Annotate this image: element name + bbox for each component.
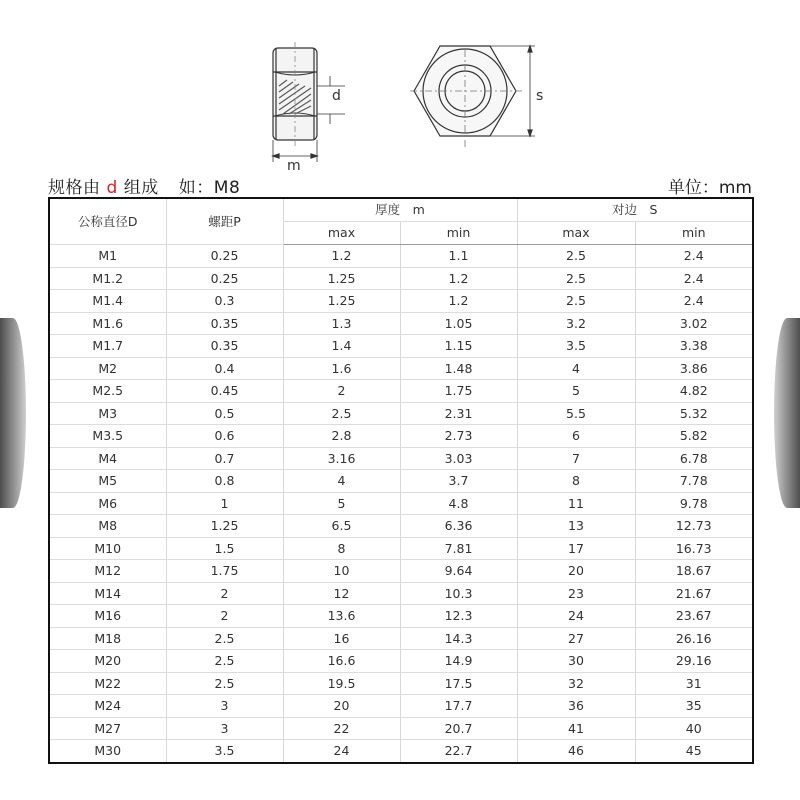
cell-pitch: 0.25 — [166, 267, 283, 290]
cell-thickness-max: 1.2 — [283, 245, 400, 268]
cell-flats-max: 27 — [517, 627, 635, 650]
cell-thickness-max: 2.5 — [283, 402, 400, 425]
cell-flats-max: 4 — [517, 357, 635, 380]
cell-diameter: M12 — [49, 560, 166, 583]
table-row — [49, 357, 753, 380]
cell-pitch: 0.4 — [166, 357, 283, 380]
table-row — [49, 740, 753, 763]
cell-thickness-min: 20.7 — [400, 717, 517, 740]
cell-flats-max: 13 — [517, 515, 635, 538]
cell-thickness-min: 1.2 — [400, 290, 517, 313]
cell-flats-max: 3.2 — [517, 312, 635, 335]
cell-thickness-min: 22.7 — [400, 740, 517, 763]
cell-flats-min: 40 — [635, 717, 753, 740]
cell-diameter: M3.5 — [49, 425, 166, 448]
cell-thickness-min: 3.7 — [400, 470, 517, 493]
cell-flats-max: 36 — [517, 695, 635, 718]
cell-flats-max: 2.5 — [517, 290, 635, 313]
cell-pitch: 1.25 — [166, 515, 283, 538]
spec-format-note — [48, 173, 240, 198]
header-flats-min: min — [635, 222, 753, 245]
table-row — [49, 627, 753, 650]
cell-flats-min: 2.4 — [635, 245, 753, 268]
table-row — [49, 380, 753, 403]
cell-flats-min: 2.4 — [635, 290, 753, 313]
cell-flats-min: 5.82 — [635, 425, 753, 448]
cell-pitch: 0.35 — [166, 335, 283, 358]
cell-flats-min: 35 — [635, 695, 753, 718]
cell-flats-max: 32 — [517, 672, 635, 695]
cell-thickness-max: 2 — [283, 380, 400, 403]
cell-pitch: 2.5 — [166, 627, 283, 650]
cell-flats-max: 41 — [517, 717, 635, 740]
cell-diameter: M27 — [49, 717, 166, 740]
cell-diameter: M24 — [49, 695, 166, 718]
cell-pitch: 2 — [166, 605, 283, 628]
nut-top-view — [410, 46, 535, 150]
cell-flats-min: 3.02 — [635, 312, 753, 335]
table-row — [49, 582, 753, 605]
cell-pitch: 0.7 — [166, 447, 283, 470]
cell-flats-max: 11 — [517, 492, 635, 515]
spec-example: 如：M8 — [178, 178, 241, 198]
table-row — [49, 402, 753, 425]
table-row — [49, 267, 753, 290]
cell-thickness-max: 8 — [283, 537, 400, 560]
cell-pitch: 0.5 — [166, 402, 283, 425]
cell-pitch: 0.45 — [166, 380, 283, 403]
cell-pitch: 0.35 — [166, 312, 283, 335]
cell-thickness-max: 3.16 — [283, 447, 400, 470]
cell-thickness-min: 6.36 — [400, 515, 517, 538]
cell-thickness-min: 12.3 — [400, 605, 517, 628]
cell-diameter: M1.4 — [49, 290, 166, 313]
cell-flats-max: 20 — [517, 560, 635, 583]
cell-thickness-min: 9.64 — [400, 560, 517, 583]
cell-flats-min: 4.82 — [635, 380, 753, 403]
unit-label: 单位：mm — [667, 178, 752, 198]
cell-thickness-min: 1.48 — [400, 357, 517, 380]
table-row — [49, 425, 753, 448]
cell-thickness-min: 1.2 — [400, 267, 517, 290]
cell-pitch: 1.75 — [166, 560, 283, 583]
table-row — [49, 335, 753, 358]
cell-diameter: M6 — [49, 492, 166, 515]
cell-flats-min: 3.38 — [635, 335, 753, 358]
cell-thickness-max: 1.4 — [283, 335, 400, 358]
cell-diameter: M2.5 — [49, 380, 166, 403]
cell-flats-min: 21.67 — [635, 582, 753, 605]
cell-diameter: M3 — [49, 402, 166, 425]
spec-highlight: d — [106, 178, 118, 198]
cell-flats-max: 46 — [517, 740, 635, 763]
header-diameter: 公称直径D — [49, 198, 166, 245]
cell-thickness-max: 12 — [283, 582, 400, 605]
cell-flats-min: 26.16 — [635, 627, 753, 650]
table-row — [49, 290, 753, 313]
dimension-label-s: s — [536, 88, 544, 104]
cell-flats-max: 2.5 — [517, 245, 635, 268]
cell-thickness-min: 14.9 — [400, 650, 517, 673]
cell-pitch: 1 — [166, 492, 283, 515]
cell-flats-max: 24 — [517, 605, 635, 628]
cell-thickness-max: 6.5 — [283, 515, 400, 538]
cell-thickness-max: 2.8 — [283, 425, 400, 448]
cell-thickness-min: 14.3 — [400, 627, 517, 650]
table-row — [49, 605, 753, 628]
table-row — [49, 695, 753, 718]
table-row — [49, 650, 753, 673]
header-flats-max: max — [517, 222, 635, 245]
cell-flats-min: 5.32 — [635, 402, 753, 425]
cell-diameter: M2 — [49, 357, 166, 380]
cell-thickness-min: 7.81 — [400, 537, 517, 560]
cell-thickness-min: 2.31 — [400, 402, 517, 425]
table-row — [49, 492, 753, 515]
cell-thickness-min: 4.8 — [400, 492, 517, 515]
header-thickness-min: min — [400, 222, 517, 245]
nut-spec-table — [48, 197, 754, 764]
cell-pitch: 3 — [166, 717, 283, 740]
cell-thickness-min: 17.7 — [400, 695, 517, 718]
table-row — [49, 515, 753, 538]
hex-nut-drawing — [0, 0, 800, 175]
cell-diameter: M18 — [49, 627, 166, 650]
cell-diameter: M4 — [49, 447, 166, 470]
header-thickness-max: max — [283, 222, 400, 245]
cell-thickness-max: 4 — [283, 470, 400, 493]
cell-diameter: M22 — [49, 672, 166, 695]
left-edge-decoration — [0, 318, 26, 508]
cell-thickness-min: 1.15 — [400, 335, 517, 358]
cell-thickness-max: 1.3 — [283, 312, 400, 335]
cell-flats-max: 2.5 — [517, 267, 635, 290]
cell-pitch: 0.3 — [166, 290, 283, 313]
cell-pitch: 0.6 — [166, 425, 283, 448]
cell-pitch: 3 — [166, 695, 283, 718]
cell-flats-min: 18.67 — [635, 560, 753, 583]
cell-flats-max: 23 — [517, 582, 635, 605]
cell-diameter: M1.2 — [49, 267, 166, 290]
cell-thickness-max: 13.6 — [283, 605, 400, 628]
cell-flats-min: 23.67 — [635, 605, 753, 628]
cell-pitch: 2.5 — [166, 672, 283, 695]
header-across-flats: 对边 S — [517, 198, 753, 222]
cell-pitch: 0.8 — [166, 470, 283, 493]
cell-flats-max: 8 — [517, 470, 635, 493]
cell-thickness-min: 2.73 — [400, 425, 517, 448]
cell-diameter: M30 — [49, 740, 166, 763]
cell-flats-min: 29.16 — [635, 650, 753, 673]
cell-flats-max: 7 — [517, 447, 635, 470]
cell-thickness-min: 1.75 — [400, 380, 517, 403]
header-thickness: 厚度 m — [283, 198, 517, 222]
cell-flats-min: 31 — [635, 672, 753, 695]
cell-diameter: M1.6 — [49, 312, 166, 335]
cell-pitch: 3.5 — [166, 740, 283, 763]
cell-diameter: M1.7 — [49, 335, 166, 358]
cell-diameter: M8 — [49, 515, 166, 538]
cell-thickness-max: 5 — [283, 492, 400, 515]
cell-thickness-min: 17.5 — [400, 672, 517, 695]
cell-flats-max: 17 — [517, 537, 635, 560]
cell-diameter: M16 — [49, 605, 166, 628]
cell-thickness-max: 22 — [283, 717, 400, 740]
table-row — [49, 447, 753, 470]
table-row — [49, 470, 753, 493]
cell-thickness-max: 10 — [283, 560, 400, 583]
cell-thickness-max: 1.25 — [283, 290, 400, 313]
cell-flats-min: 12.73 — [635, 515, 753, 538]
right-edge-decoration — [774, 318, 800, 508]
cell-thickness-min: 3.03 — [400, 447, 517, 470]
cell-flats-max: 3.5 — [517, 335, 635, 358]
spec-table-body — [49, 245, 753, 763]
cell-thickness-min: 10.3 — [400, 582, 517, 605]
table-row — [49, 245, 753, 268]
cell-flats-min: 7.78 — [635, 470, 753, 493]
cell-thickness-max: 24 — [283, 740, 400, 763]
cell-pitch: 2 — [166, 582, 283, 605]
cell-diameter: M5 — [49, 470, 166, 493]
spec-suffix: 组成 — [123, 178, 159, 198]
table-row — [49, 537, 753, 560]
cell-flats-min: 3.86 — [635, 357, 753, 380]
dimension-label-d: d — [332, 88, 341, 104]
table-row — [49, 672, 753, 695]
cell-thickness-max: 20 — [283, 695, 400, 718]
cell-flats-min: 2.4 — [635, 267, 753, 290]
cell-thickness-max: 16 — [283, 627, 400, 650]
cell-thickness-max: 1.25 — [283, 267, 400, 290]
cell-flats-max: 30 — [517, 650, 635, 673]
cell-diameter: M14 — [49, 582, 166, 605]
cell-diameter: M1 — [49, 245, 166, 268]
dimension-label-m: m — [287, 158, 301, 174]
table-row — [49, 312, 753, 335]
cell-thickness-min: 1.05 — [400, 312, 517, 335]
cell-thickness-min: 1.1 — [400, 245, 517, 268]
cell-flats-min: 9.78 — [635, 492, 753, 515]
cell-flats-min: 16.73 — [635, 537, 753, 560]
header-pitch: 螺距P — [166, 198, 283, 245]
cell-flats-min: 6.78 — [635, 447, 753, 470]
cell-pitch: 0.25 — [166, 245, 283, 268]
cell-thickness-max: 16.6 — [283, 650, 400, 673]
cell-diameter: M20 — [49, 650, 166, 673]
table-row — [49, 560, 753, 583]
cell-flats-max: 5 — [517, 380, 635, 403]
spec-prefix: 规格由 — [48, 178, 101, 198]
cell-flats-max: 6 — [517, 425, 635, 448]
cell-pitch: 1.5 — [166, 537, 283, 560]
cell-thickness-max: 19.5 — [283, 672, 400, 695]
cell-flats-min: 45 — [635, 740, 753, 763]
table-row — [49, 717, 753, 740]
cell-thickness-max: 1.6 — [283, 357, 400, 380]
cell-diameter: M10 — [49, 537, 166, 560]
cell-flats-max: 5.5 — [517, 402, 635, 425]
cell-pitch: 2.5 — [166, 650, 283, 673]
